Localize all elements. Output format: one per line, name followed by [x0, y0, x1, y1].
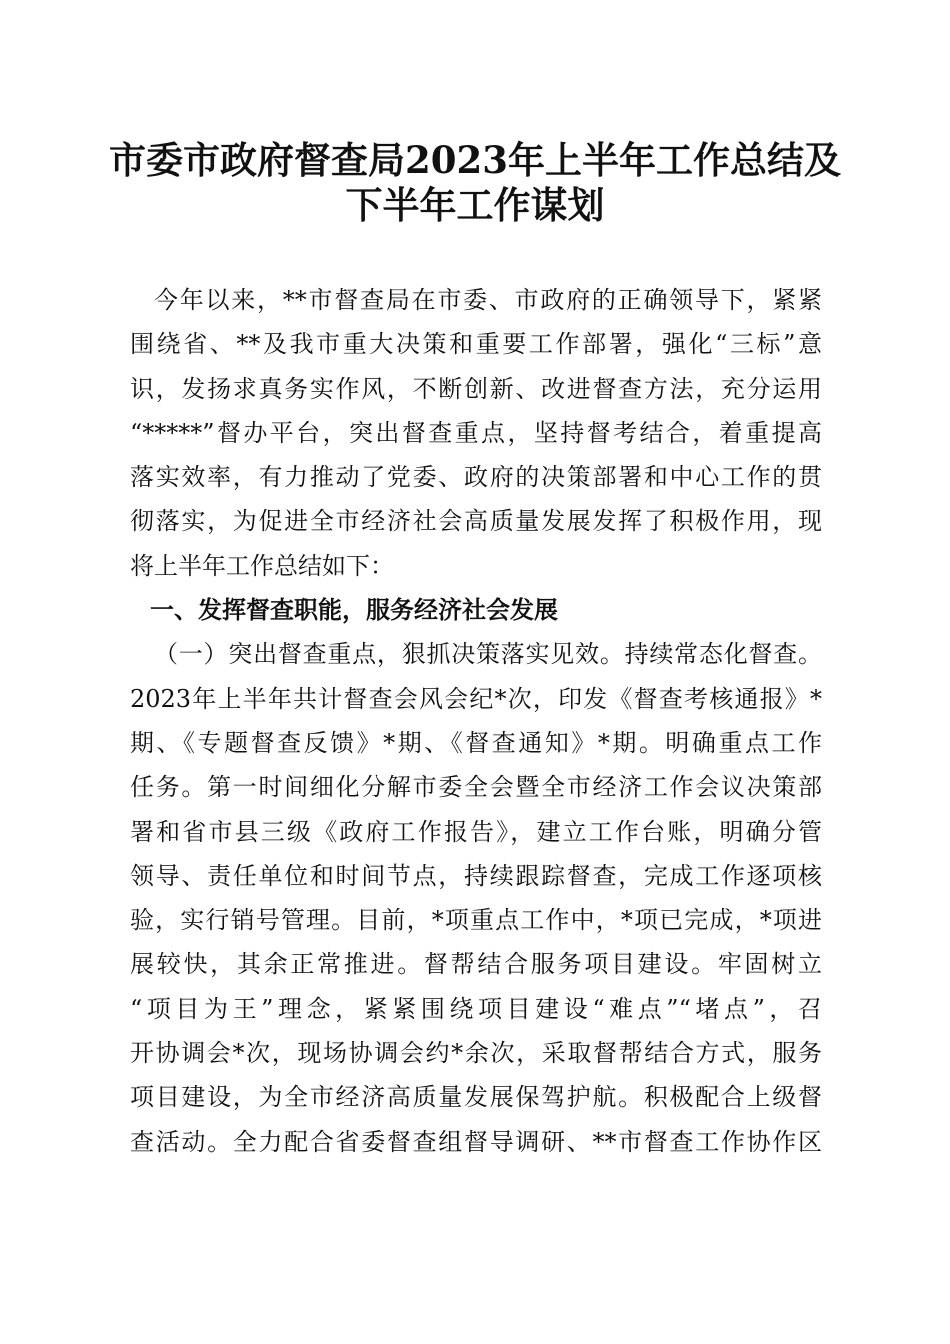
section-heading: 一、发挥督查职能，服务经济社会发展 [150, 595, 558, 625]
intro-line: 今年以来，**市督查局在市委、市政府的正确领导下，紧紧 [154, 286, 822, 314]
document-title-line-1: 市委市政府督查局2023年上半年工作总结及 [109, 138, 841, 182]
paragraph-line: 署和省市县三级《政府工作报告》，建立工作台账，明确分管 [130, 817, 822, 846]
intro-line: “*****”督办平台，突出督查重点，坚持督考结合，着重提高 [130, 418, 822, 447]
document-title-line-2: 下半年工作谋划 [345, 183, 605, 227]
paragraph-line: 查活动。全力配合省委督查组督导调研、**市督查工作协作区 [130, 1127, 822, 1156]
intro-line: 将上半年工作总结如下： [130, 551, 394, 580]
intro-line: 围绕省、**及我市重大决策和重要工作部署，强化“三标”意 [130, 330, 822, 359]
paragraph-line: “项目为王”理念，紧紧围绕项目建设“难点”“堵点”，召 [130, 994, 822, 1023]
intro-line: 彻落实，为促进全市经济社会高质量发展发挥了积极作用，现 [130, 507, 822, 536]
paragraph-line: 领导、责任单位和时间节点，持续跟踪督查，完成工作逐项核 [130, 861, 822, 890]
paragraph-line: （一）突出督查重点，狠抓决策落实见效。持续常态化督查。 [154, 640, 822, 669]
intro-line: 识，发扬求真务实作风，不断创新、改进督查方法，充分运用 [130, 374, 822, 403]
paragraph-line: 2023年上半年共计督查会风会纪*次，印发《督查考核通报》* [130, 684, 822, 713]
paragraph-line: 展较快，其余正常推进。督帮结合服务项目建设。牢固树立 [130, 950, 822, 979]
paragraph-line: 期、《专题督查反馈》*期、《督查通知》*期。明确重点工作 [130, 728, 822, 757]
intro-line: 落实效率，有力推动了党委、政府的决策部署和中心工作的贯 [130, 463, 822, 492]
paragraph-line: 项目建设，为全市经济高质量发展保驾护航。积极配合上级督 [130, 1083, 822, 1112]
paragraph-line: 开协调会*次，现场协调会约*余次，采取督帮结合方式，服务 [130, 1039, 822, 1068]
paragraph-line: 任务。第一时间细化分解市委全会暨全市经济工作会议决策部 [130, 773, 822, 802]
document-body [130, 278, 822, 1164]
paragraph-line: 验，实行销号管理。目前，*项重点工作中，*项已完成，*项进 [130, 906, 822, 935]
